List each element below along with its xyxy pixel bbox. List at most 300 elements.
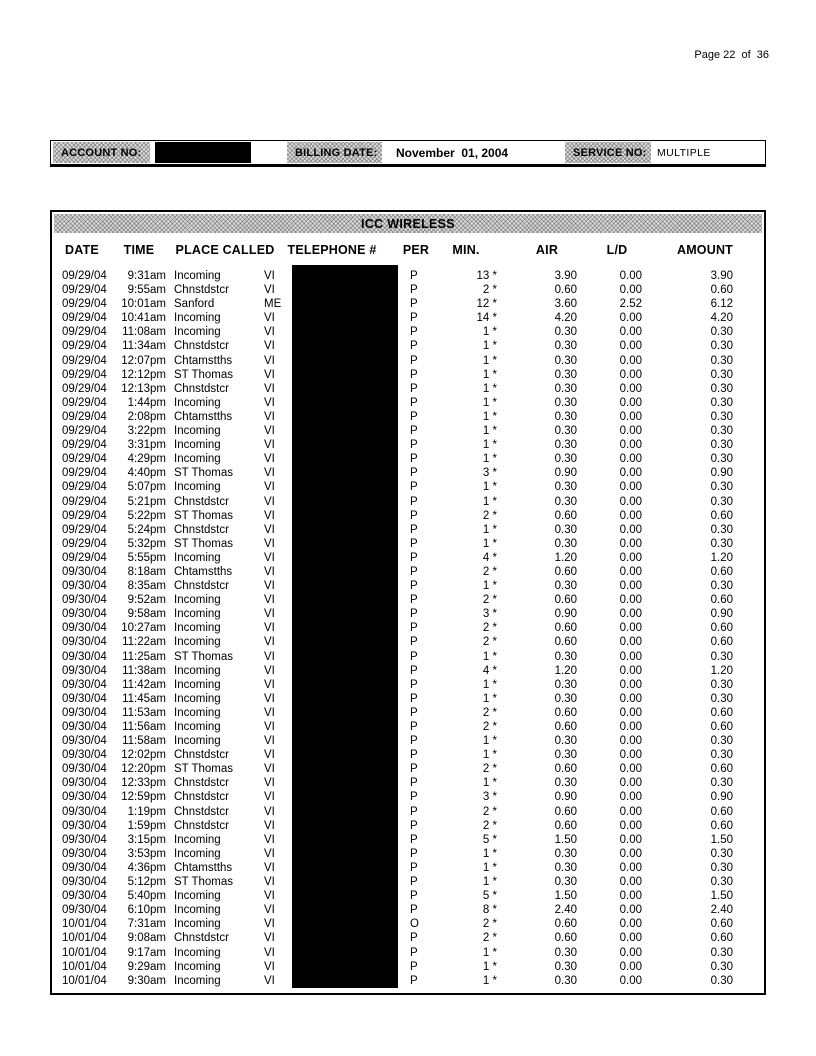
table-row (62, 509, 764, 523)
table-row (62, 974, 764, 988)
telephone-redacted (292, 635, 398, 649)
call-date: 09/30/04 (62, 833, 107, 846)
amount: 0.30 (710, 580, 733, 593)
amount: 0.90 (710, 608, 733, 621)
table-row (62, 678, 764, 692)
telephone-redacted (292, 523, 398, 537)
amount: 0.60 (710, 763, 733, 776)
minutes: 1 * (482, 368, 497, 381)
amount: 0.30 (710, 974, 733, 987)
period-code: P (410, 819, 418, 832)
air-charge: 3.60 (554, 298, 577, 311)
call-time: 11:45am (122, 692, 166, 705)
period-code: P (410, 805, 418, 818)
table-row (62, 537, 764, 551)
billing-date-label: BILLING DATE: (295, 146, 378, 159)
call-time: 11:22am (122, 636, 166, 649)
call-date: 09/29/04 (62, 340, 107, 353)
telephone-redacted (292, 819, 398, 833)
air-charge: 0.30 (554, 340, 577, 353)
place-called: ST Thomas (174, 509, 234, 522)
place-called: Incoming (174, 735, 221, 748)
table-row (62, 325, 764, 339)
call-time: 4:29pm (127, 453, 166, 466)
amount: 0.30 (710, 410, 733, 423)
ld-charge: 0.00 (619, 777, 642, 790)
call-time: 1:44pm (127, 396, 166, 409)
minutes: 4 * (482, 551, 497, 564)
call-time: 9:31am (127, 270, 166, 282)
table-row (62, 635, 764, 649)
period-code: P (410, 509, 418, 522)
table-row (62, 706, 764, 720)
amount: 0.30 (710, 453, 733, 466)
air-charge: 0.60 (554, 509, 577, 522)
table-row (62, 410, 764, 424)
call-time: 9:30am (127, 974, 166, 987)
minutes: 2 * (482, 565, 497, 578)
place-called: Chnstdstcr (174, 819, 229, 832)
place-state: VI (264, 664, 275, 677)
place-called: Incoming (174, 551, 221, 564)
call-time: 8:35am (127, 580, 166, 593)
place-state: VI (264, 340, 275, 353)
ld-charge: 0.00 (619, 594, 642, 607)
place-called: ST Thomas (174, 650, 234, 663)
ld-charge: 0.00 (619, 692, 642, 705)
place-state: VI (264, 946, 275, 959)
place-state: VI (264, 791, 275, 804)
period-code: P (410, 523, 418, 536)
telephone-redacted (292, 537, 398, 551)
telephone-redacted (292, 946, 398, 960)
call-date: 09/29/04 (62, 439, 107, 452)
period-code: P (410, 298, 418, 311)
amount: 0.30 (710, 439, 733, 452)
period-code: P (410, 890, 418, 903)
telephone-redacted (292, 734, 398, 748)
minutes: 12 * (476, 298, 497, 311)
table-row (62, 452, 764, 466)
account-no-label-box (53, 142, 150, 163)
page-number: Page 22 of 36 (694, 49, 769, 61)
call-date: 09/30/04 (62, 636, 107, 649)
ld-charge: 0.00 (619, 819, 642, 832)
period-code: P (410, 763, 418, 776)
place-called: Chtamstths (174, 410, 233, 423)
call-time: 9:52am (127, 594, 166, 607)
table-row (62, 523, 764, 537)
amount: 0.30 (710, 396, 733, 409)
period-code: P (410, 833, 418, 846)
place-state: VI (264, 410, 275, 423)
call-date: 09/30/04 (62, 594, 107, 607)
air-charge: 0.90 (554, 608, 577, 621)
telephone-redacted (292, 283, 398, 297)
place-state: VI (264, 692, 275, 705)
call-date: 09/30/04 (62, 664, 107, 677)
telephone-redacted (292, 650, 398, 664)
service-no-value: MULTIPLE (657, 146, 711, 159)
minutes: 1 * (482, 382, 497, 395)
amount: 0.60 (710, 805, 733, 818)
table-row (62, 382, 764, 396)
period-code: P (410, 749, 418, 762)
amount: 0.30 (710, 735, 733, 748)
call-date: 09/29/04 (62, 382, 107, 395)
call-time: 12:12pm (121, 368, 166, 381)
telephone-redacted (292, 325, 398, 339)
call-date: 09/29/04 (62, 368, 107, 381)
ld-charge: 0.00 (619, 749, 642, 762)
place-state: VI (264, 918, 275, 931)
table-row (62, 424, 764, 438)
table-row (62, 593, 764, 607)
call-date: 09/30/04 (62, 890, 107, 903)
ld-charge: 0.00 (619, 650, 642, 663)
col-header-place: PLACE CALLED (175, 243, 275, 257)
place-state: VI (264, 509, 275, 522)
telephone-redacted (292, 607, 398, 621)
call-date: 09/29/04 (62, 410, 107, 423)
ld-charge: 0.00 (619, 537, 642, 550)
ld-charge: 0.00 (619, 805, 642, 818)
telephone-redacted (292, 424, 398, 438)
place-state: VI (264, 805, 275, 818)
place-state: VI (264, 453, 275, 466)
place-called: Incoming (174, 636, 221, 649)
period-code: P (410, 537, 418, 550)
place-called: Chnstdstcr (174, 284, 229, 297)
air-charge: 0.60 (554, 763, 577, 776)
ld-charge: 0.00 (619, 340, 642, 353)
air-charge: 0.30 (554, 354, 577, 367)
ld-charge: 0.00 (619, 833, 642, 846)
air-charge: 0.90 (554, 791, 577, 804)
amount: 0.30 (710, 650, 733, 663)
telephone-redacted (292, 269, 398, 283)
place-called: Chtamstths (174, 354, 233, 367)
place-called: Incoming (174, 270, 221, 282)
place-called: Incoming (174, 622, 221, 635)
minutes: 1 * (482, 537, 497, 550)
period-code: P (410, 594, 418, 607)
amount: 0.30 (710, 861, 733, 874)
place-called: Incoming (174, 453, 221, 466)
place-called: Incoming (174, 608, 221, 621)
ld-charge: 0.00 (619, 467, 642, 480)
place-state: VI (264, 622, 275, 635)
call-time: 11:38am (122, 664, 166, 677)
ld-charge: 0.00 (619, 565, 642, 578)
ld-charge: 0.00 (619, 847, 642, 860)
table-row (62, 847, 764, 861)
air-charge: 0.30 (554, 368, 577, 381)
minutes: 4 * (482, 664, 497, 677)
amount: 1.20 (710, 664, 733, 677)
call-time: 4:40pm (127, 467, 166, 480)
call-date: 09/30/04 (62, 580, 107, 593)
telephone-redacted (292, 875, 398, 889)
call-time: 9:58am (127, 608, 166, 621)
minutes: 5 * (482, 890, 497, 903)
place-state: VI (264, 580, 275, 593)
ld-charge: 0.00 (619, 721, 642, 733)
ld-charge: 0.00 (619, 706, 642, 719)
call-date: 09/29/04 (62, 467, 107, 480)
period-code: P (410, 368, 418, 381)
col-header-telephone: TELEPHONE # (287, 243, 377, 257)
telephone-redacted (292, 621, 398, 635)
telephone-redacted (292, 396, 398, 410)
telephone-redacted (292, 917, 398, 931)
call-date: 09/29/04 (62, 326, 107, 339)
place-called: Chnstdstcr (174, 495, 229, 508)
table-row (62, 720, 764, 734)
call-time: 2:08pm (127, 410, 166, 423)
call-date: 09/29/04 (62, 284, 107, 297)
call-time: 9:08am (127, 932, 166, 945)
amount: 0.30 (710, 777, 733, 790)
telephone-redacted (292, 452, 398, 466)
period-code: P (410, 580, 418, 593)
call-date: 10/01/04 (62, 918, 107, 931)
ld-charge: 0.00 (619, 932, 642, 945)
table-row (62, 438, 764, 452)
ld-charge: 0.00 (619, 312, 642, 325)
call-time: 12:59pm (121, 791, 166, 804)
air-charge: 0.30 (554, 382, 577, 395)
call-date: 09/30/04 (62, 721, 107, 733)
call-date: 09/30/04 (62, 735, 107, 748)
telephone-redacted (292, 354, 398, 368)
period-code: P (410, 439, 418, 452)
col-header-amount: AMOUNT (676, 243, 734, 257)
minutes: 1 * (482, 340, 497, 353)
place-called: Chnstdstcr (174, 932, 229, 945)
period-code: P (410, 608, 418, 621)
place-state: VI (264, 749, 275, 762)
place-state: VI (264, 537, 275, 550)
minutes: 2 * (482, 819, 497, 832)
period-code: P (410, 481, 418, 494)
minutes: 2 * (482, 636, 497, 649)
table-row (62, 805, 764, 819)
air-charge: 0.60 (554, 636, 577, 649)
air-charge: 0.30 (554, 326, 577, 339)
period-code: P (410, 664, 418, 677)
telephone-redacted (292, 720, 398, 734)
air-charge: 0.60 (554, 622, 577, 635)
amount: 0.60 (710, 594, 733, 607)
place-called: ST Thomas (174, 763, 234, 776)
minutes: 2 * (482, 721, 497, 733)
period-code: P (410, 425, 418, 438)
amount: 0.60 (710, 819, 733, 832)
call-time: 6:10pm (127, 904, 166, 917)
ld-charge: 0.00 (619, 608, 642, 621)
call-date: 09/29/04 (62, 298, 107, 311)
call-time: 4:36pm (127, 861, 166, 874)
call-date: 09/30/04 (62, 749, 107, 762)
air-charge: 0.30 (554, 777, 577, 790)
air-charge: 0.30 (554, 960, 577, 973)
call-time: 12:07pm (121, 354, 166, 367)
period-code: P (410, 735, 418, 748)
amount: 0.30 (710, 425, 733, 438)
air-charge: 0.30 (554, 847, 577, 860)
air-charge: 0.30 (554, 396, 577, 409)
place-state: VI (264, 706, 275, 719)
minutes: 1 * (482, 425, 497, 438)
table-row (62, 297, 764, 311)
call-detail-table (50, 210, 766, 995)
place-state: VI (264, 847, 275, 860)
place-called: Incoming (174, 396, 221, 409)
table-rows (52, 269, 764, 993)
place-state: VI (264, 382, 275, 395)
period-code: P (410, 565, 418, 578)
ld-charge: 0.00 (619, 636, 642, 649)
telephone-redacted (292, 706, 398, 720)
call-date: 09/30/04 (62, 763, 107, 776)
call-time: 3:15pm (127, 833, 166, 846)
minutes: 5 * (482, 833, 497, 846)
call-time: 3:53pm (127, 847, 166, 860)
telephone-redacted (292, 565, 398, 579)
telephone-redacted (292, 579, 398, 593)
period-code: P (410, 861, 418, 874)
call-time: 5:22pm (127, 509, 166, 522)
ld-charge: 0.00 (619, 551, 642, 564)
minutes: 1 * (482, 580, 497, 593)
call-time: 11:34am (122, 340, 166, 353)
place-state: VI (264, 735, 275, 748)
call-date: 09/30/04 (62, 876, 107, 889)
air-charge: 0.30 (554, 876, 577, 889)
place-state: VI (264, 608, 275, 621)
table-row (62, 354, 764, 368)
call-date: 09/29/04 (62, 425, 107, 438)
amount: 0.60 (710, 721, 733, 733)
table-row (62, 650, 764, 664)
call-date: 09/30/04 (62, 706, 107, 719)
minutes: 1 * (482, 946, 497, 959)
ld-charge: 0.00 (619, 523, 642, 536)
minutes: 2 * (482, 918, 497, 931)
amount: 6.12 (710, 298, 733, 311)
period-code: O (410, 918, 419, 931)
place-called: Incoming (174, 439, 221, 452)
place-called: Incoming (174, 974, 221, 987)
call-time: 12:33pm (121, 777, 166, 790)
period-code: P (410, 847, 418, 860)
call-time: 5:32pm (127, 537, 166, 550)
place-called: Incoming (174, 664, 221, 677)
telephone-redacted (292, 692, 398, 706)
call-date: 09/30/04 (62, 608, 107, 621)
telephone-redacted (292, 593, 398, 607)
table-row (62, 960, 764, 974)
minutes: 1 * (482, 960, 497, 973)
amount: 0.60 (710, 636, 733, 649)
minutes: 2 * (482, 706, 497, 719)
ld-charge: 0.00 (619, 326, 642, 339)
ld-charge: 0.00 (619, 763, 642, 776)
period-code: P (410, 636, 418, 649)
telephone-redacted (292, 931, 398, 945)
call-date: 09/30/04 (62, 565, 107, 578)
place-called: Chnstdstcr (174, 749, 229, 762)
place-state: VI (264, 495, 275, 508)
table-row (62, 734, 764, 748)
place-called: Chtamstths (174, 565, 233, 578)
place-called: ST Thomas (174, 368, 234, 381)
place-called: Chtamstths (174, 861, 233, 874)
period-code: P (410, 904, 418, 917)
place-called: Incoming (174, 312, 221, 325)
air-charge: 0.30 (554, 410, 577, 423)
table-row (62, 565, 764, 579)
ld-charge: 0.00 (619, 453, 642, 466)
call-time: 9:17am (127, 946, 166, 959)
period-code: P (410, 382, 418, 395)
telephone-redacted (292, 297, 398, 311)
amount: 0.90 (710, 791, 733, 804)
call-time: 9:55am (127, 284, 166, 297)
amount: 0.30 (710, 960, 733, 973)
telephone-redacted (292, 762, 398, 776)
call-time: 11:25am (122, 650, 166, 663)
air-charge: 0.30 (554, 439, 577, 452)
period-code: P (410, 622, 418, 635)
period-code: P (410, 551, 418, 564)
period-code: P (410, 678, 418, 691)
minutes: 14 * (476, 312, 497, 325)
call-date: 09/29/04 (62, 312, 107, 325)
table-row (62, 607, 764, 621)
ld-charge: 0.00 (619, 354, 642, 367)
amount: 0.30 (710, 523, 733, 536)
air-charge: 0.30 (554, 974, 577, 987)
period-code: P (410, 467, 418, 480)
place-state: VI (264, 396, 275, 409)
call-date: 09/30/04 (62, 904, 107, 917)
place-called: Chnstdstcr (174, 340, 229, 353)
period-code: P (410, 791, 418, 804)
place-state: VI (264, 425, 275, 438)
place-called: Incoming (174, 692, 221, 705)
minutes: 1 * (482, 692, 497, 705)
air-charge: 1.20 (554, 551, 577, 564)
ld-charge: 0.00 (619, 678, 642, 691)
place-called: Incoming (174, 425, 221, 438)
air-charge: 0.60 (554, 284, 577, 297)
telephone-redacted (292, 382, 398, 396)
ld-charge: 0.00 (619, 974, 642, 987)
telephone-redacted (292, 903, 398, 917)
table-row (62, 396, 764, 410)
amount: 0.30 (710, 692, 733, 705)
telephone-redacted (292, 410, 398, 424)
amount: 0.30 (710, 326, 733, 339)
ld-charge: 0.00 (619, 664, 642, 677)
service-no-label: SERVICE NO: (573, 146, 647, 159)
air-charge: 0.30 (554, 481, 577, 494)
place-state: VI (264, 721, 275, 733)
air-charge: 2.40 (554, 904, 577, 917)
air-charge: 0.30 (554, 735, 577, 748)
